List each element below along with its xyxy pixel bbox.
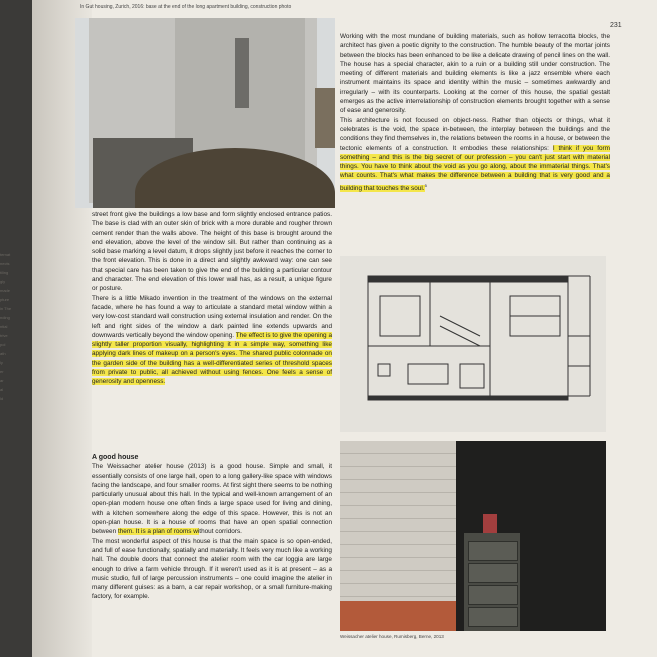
- photo-header-caption: In Gut housing, Zurich, 2016: base at the end of the long apartment building, construction photo: [80, 4, 292, 10]
- margin-fragment: ly: [0, 360, 3, 365]
- margin-fragment: ath: [0, 351, 6, 356]
- margin-fragment: in The: [0, 306, 12, 311]
- margin-fragment: pture: [0, 297, 10, 302]
- right-column-text: [340, 32, 610, 193]
- margin-fragment: al: [0, 387, 4, 392]
- paragraph: There is a little Mikado invention in the treatment of the windows on the external facade, where he has found a way to articulate a standard metal window within a very low-cost standard wall construction using external insulation and render. On the left and right sides of the window a dark painted line extends upwards and downwards vertically beyond the window opening. The effect is to give the opening a slightly taller proportion visually, highlighting it in a simple way, something like applying dark lines of makeup on a person's eyes. The shared public colonnade on the garden side of the building has a well-differentiated series of threshold spaces from private to public, all achieved without using fences. One feels a sense of generosity and openness.: [92, 294, 332, 386]
- margin-fragment: er: [0, 369, 4, 374]
- left-page-edge-text: [0, 250, 30, 510]
- section-heading: A good house: [92, 454, 139, 461]
- page-number: 231: [610, 22, 622, 29]
- margin-fragment: trive: [0, 333, 8, 338]
- atelier-interior-photo: [340, 441, 606, 631]
- margin-fragment: ntial: [0, 324, 8, 329]
- paragraph: This architecture is not focused on object-ness. Rather than objects or things, what it celebrates is the void, the space in-between, the interplay between the buildings and the conditions they find themselves in, the relations between the rooms in a house, or between the tectonic elements of a construction. It embodies these relationships: I think if you form something – and this is the big secret of our profession – you can't just start with material things. You have to think about the void as you go along, about the immaterial things. That's what counts. That's what makes the difference between a building that is very good and a building that touches the soul.$^5$: [340, 116, 610, 192]
- highlighted-text: them. It is a plan of rooms wi: [117, 528, 200, 536]
- margin-fragment: ternat: [0, 252, 11, 257]
- highlighted-text: I think if you form something – and this is the big secret of our profession – you can't just start with material things. You have to think about the void as you go along, about the immaterial things. That's what counts. That's what makes the difference between a building that is very good and a building that touches the soul.: [340, 144, 610, 192]
- paragraph: street front give the buildings a low base and form slightly enclosed entrance patios. The base is clad with an outer skin of brick with a more durable and rougher thrown cement render than the walls above. The height of this base is brought around the end elevation, above the level of the window sill. But rather than continuing as a solid base marking a level datum, it drops slightly just before it reaches the corner to the front elevation. This is done in a direct and slightly awkward way: one can see that special care has been taken to give the end of the building a particular contour and character. The end elevation of this lower wall has, as a result, a unique figure or posture.: [92, 211, 332, 293]
- floor-plan-drawing: [340, 256, 606, 432]
- margin-fragment: made: [0, 288, 11, 293]
- margin-fragment: tiling: [0, 270, 9, 275]
- paragraph: Working with the most mundane of building materials, such as hollow terracotta blocks, the architect has given a poetic dignity to the construction. The humble beauty of the mortar joints between the blocks has been enhanced to be like a delicate drawing of pencil lines on the wall. The house has a special character, akin to a ruin or a building still under construction. The meeting of different materials and building elements is like a jazz ensemble where each instrument maintains its space and identity within the music – sometimes awkwardly and irregularly – with its counterparts. Looking at the corner of this house, the spatial gestalt emerges as the active interrelationship of construction elements brought together with a sense of ease and generosity.: [340, 33, 610, 115]
- footnote-mark: 5: [424, 182, 427, 188]
- paragraph: The most wonderful aspect of this house is that the main space is so open-ended, and full of ease functionally, spatially and materially. It feels very much like a working hall. The double doors that connect the atelier room with the car loggia are large enough to drive a farm vehicle through. If it weren't used as it is at present – as a music studio, full of large percussion instruments – one could imagine the atelier in many different guises: as a barn, a car repair workshop, or a small furniture-making factory, for example.: [92, 537, 332, 601]
- margin-fragment: gly: [0, 279, 6, 284]
- margin-fragment: ar: [0, 378, 4, 383]
- construction-photo: [75, 18, 335, 208]
- margin-fragment: pol: [0, 342, 6, 347]
- photo-caption: Weissacher atelier house, Rumisberg, Berne, 2013: [340, 634, 444, 639]
- left-column-text-2: [92, 453, 332, 602]
- highlighted-text: The effect is to give the opening a slightly taller proportion visually, highlighting it in a simple way, something like applying dark lines of makeup on a person's eyes. The shared public colonnade on the garden side of the building has a well-differentiated series of threshold spaces from private to public, all achieved without using fences. One feels a sense of generosity and openness.: [92, 331, 332, 386]
- margin-fragment: ld: [0, 396, 4, 401]
- floor-plan-svg: [340, 256, 606, 432]
- margin-fragment: nects: [0, 261, 10, 266]
- paragraph: The Weissacher atelier house (2013) is a good house. Simple and small, it essentially consists of one large hall, open to a long gallery-like space with windows facing the landscape, and four smaller rooms. At first sight there seems to be nothing particularly unusual about this hall. In the typical and well-known arrangement of an open-plan modern house one often finds a large space used for living and dining, with a kitchen somewhere along the edge of this space. However, this is not an open-plan house. It is a house of rooms that have an open spatial connection between them. It is a plan of rooms without corridors.: [92, 463, 332, 536]
- margin-fragment: nding: [0, 315, 10, 320]
- left-column-text-1: [92, 210, 332, 387]
